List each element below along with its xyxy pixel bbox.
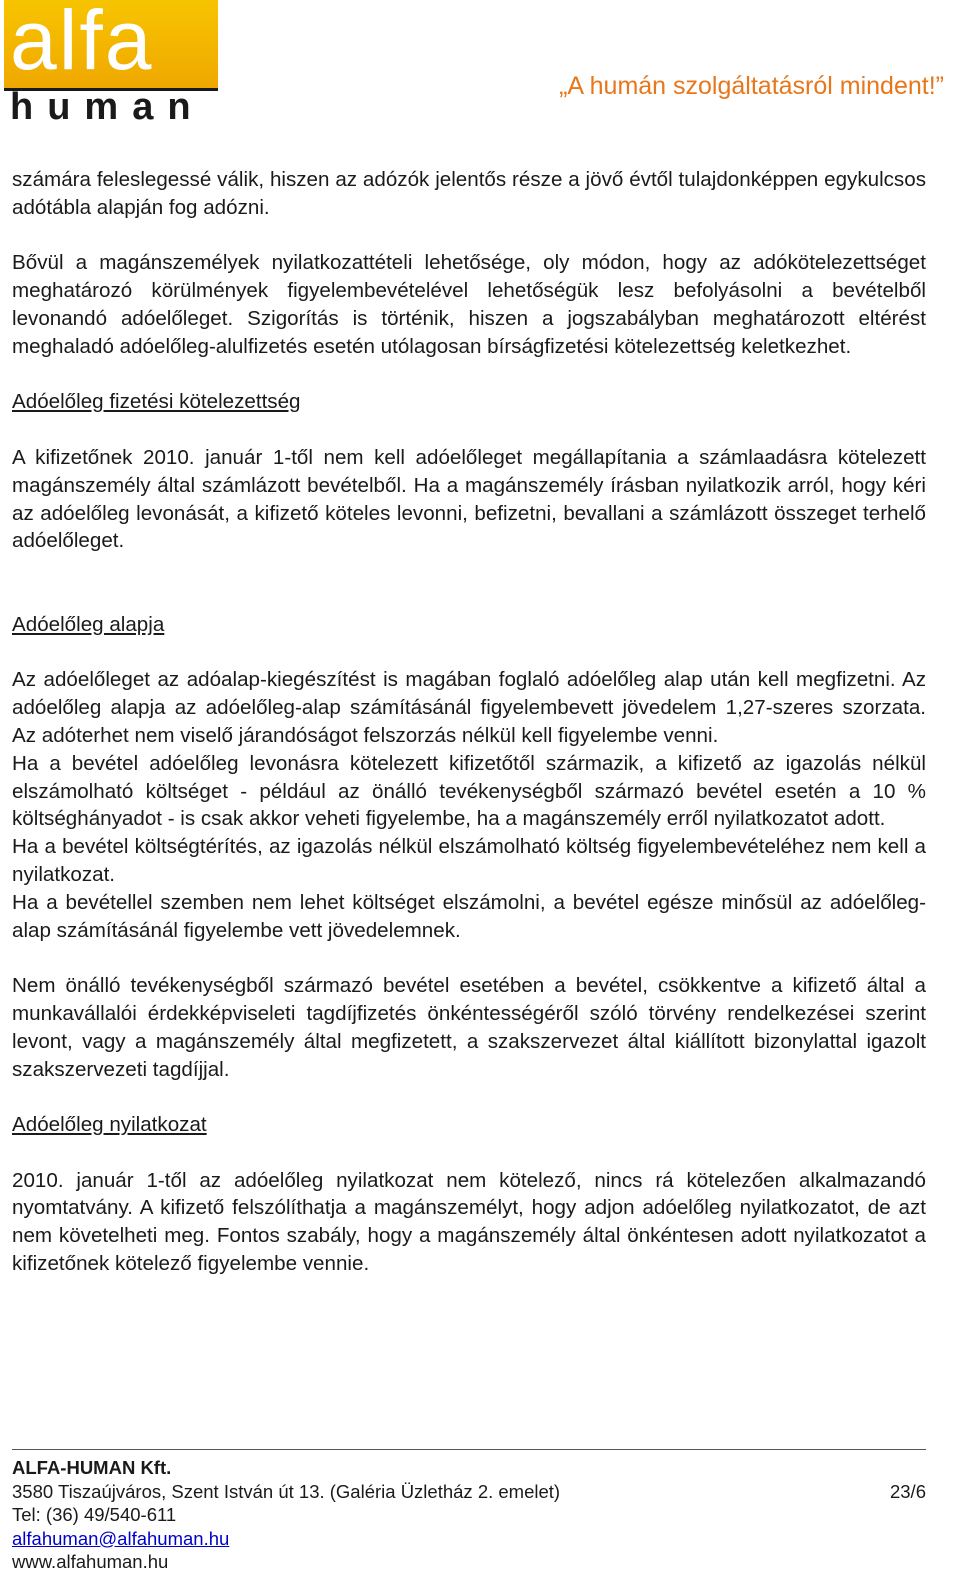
page-number: 23/6	[889, 1480, 926, 1502]
footer-address-row	[12, 1480, 926, 1504]
company-logo	[4, 0, 218, 130]
paragraph: Bővül a magánszemélyek nyilatkozattételi lehetősége, oly módon, hogy az adókötelezettséget meghatározó körülmények figyelembevételével lehetőségük lesz befolyásolni a bevételből levonandó adóelőleget. Szigorítás is történik, hiszen a jogszabályban meghatározott eltérést meghaladó adóelőleg-alulfizetés esetén utólagosan bírságfizetési kötelezettség keletkezhet.	[12, 251, 926, 358]
paragraph: Ha a bevétel költségtérítés, az igazolás nélkül elszámolható költség figyelembevételéhez nem kell a nyilatkozat.	[12, 835, 926, 886]
document-body	[12, 166, 926, 1278]
section-heading: Adóelőleg nyilatkozat	[12, 1113, 207, 1137]
paragraph: 2010. január 1-től az adóelőleg nyilatkozat nem kötelező, nincs rá kötelezően alkalmazandó nyomtatvány. A kifizető felszólíthatja a magánszemélyt, hogy adjon adóelőleg nyilatkozatot, de azt nem követelheti meg. Fontos szabály, hogy a magánszemély által önkéntesen adott nyilatkozatot a kifizetőnek kötelező figyelembe vennie.	[12, 1168, 926, 1276]
paragraph: Az adóelőleget az adóalap-kiegészítést is magában foglaló adóelőleg alap után kell megfizetni. Az adóelőleg alapja az adóelőleg-alap számításánál figyelembevett jövedelem 1,27-szeres szorzata. Az adóterhet nem viselő járandóságot felszorzás nélkül kell figyelembe venni.	[12, 668, 926, 747]
section-heading: Adóelőleg fizetési kötelezettség	[12, 390, 301, 414]
section-heading: Adóelőleg alapja	[12, 612, 165, 636]
footer-company: ALFA-HUMAN Kft.	[12, 1457, 172, 1478]
footer-phone: Tel: (36) 49/540-611	[12, 1504, 177, 1525]
footer-website[interactable]: www.alfahuman.hu	[12, 1551, 169, 1572]
paragraph: Ha a bevétellel szemben nem lehet költséget elszámolni, a bevétel egésze minősül az adóelőleg-alap számításánál figyelembe vett jövedelemnek.	[12, 890, 926, 942]
footer-divider	[12, 1449, 926, 1450]
logo-word-alfa: alfa	[10, 0, 154, 87]
footer-address: 3580 Tiszaújváros, Szent István út 13. (Galéria Üzletház 2. emelet)	[12, 1480, 561, 1502]
footer-email-link[interactable]: alfahuman@alfahuman.hu	[12, 1527, 230, 1549]
paragraph: Ha a bevétel adóelőleg levonásra kötelezett kifizetőtől származik, a kifizető az igazolás nélkül elszámolható költséget - például az önálló tevékenységből származó bevétel esetén a 10 % költséghányadot - is csak akkor veheti figyelembe, ha a magánszemély erről nyilatkozatot adott.	[12, 751, 926, 831]
logo-word-human: human	[10, 86, 205, 128]
paragraph: számára feleslegessé válik, hiszen az adózók jelentős része a jövő évtől tulajdonképpen egykulcsos adótábla alapján fog adózni.	[12, 168, 926, 219]
paragraph: A kifizetőnek 2010. január 1-től nem kell adóelőleget megállapítania a számlaadásra kötelezett magánszemély által számlázott bevételből. Ha a magánszemély írásban nyilatkozik arról, hogy kéri az adóelőleg levonását, a kifizető köteles levonni, befizetni, bevallani a számlázott összeget terhelő adóelőleget.	[12, 445, 926, 553]
header-slogan: „A humán szolgáltatásról mindent!”	[559, 72, 944, 100]
paragraph: Nem önálló tevékenységből származó bevétel esetében a bevétel, csökkentve a kifizető által a munkavállalói érdekképviseleti tagdíjfizetés önkéntességéről szóló törvény rendelkezései szerint levont, vagy a magánszemély által megfizetett, a szakszervezet által kiállított bizonylattal igazolt szakszervezeti tagdíjjal.	[12, 974, 926, 1081]
page-footer	[12, 1456, 926, 1574]
